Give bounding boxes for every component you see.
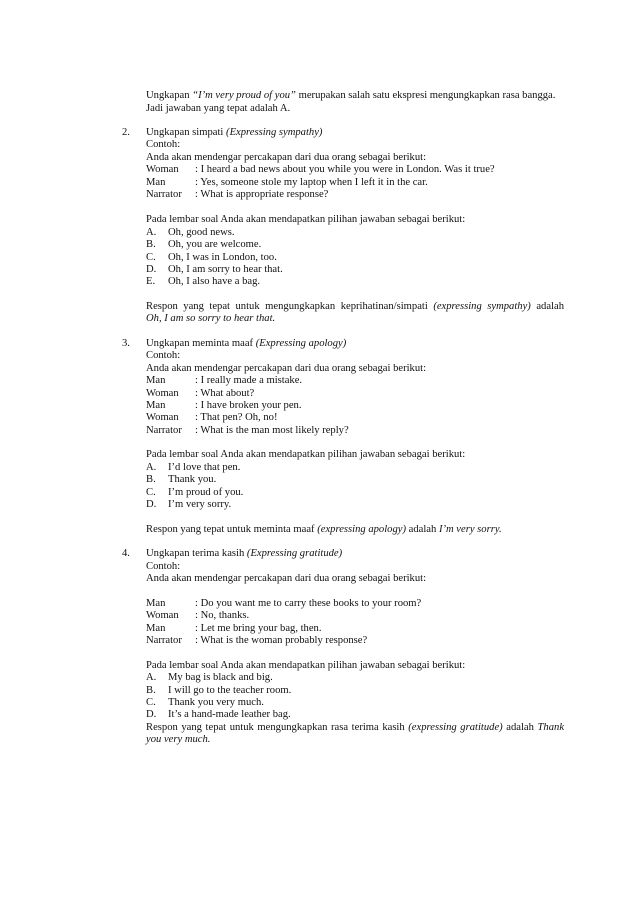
item2-contoh-label: Contoh: [146,139,181,150]
item2-intro: Anda akan mendengar percakapan dari dua orang sebagai berikut: [146,152,427,163]
item2-dialogue-line: Narrator : What is appropriate response? [146,189,329,200]
item3-option: A. I’d love that pen. [146,462,241,473]
item3-dialogue-line: Narrator : What is the man most likely reply? [146,425,349,436]
item1-explanation-line2: Jadi jawaban yang tepat adalah A. [146,103,291,114]
item3-heading: Ungkapan meminta maaf (Expressing apology) [146,338,347,349]
item4-contoh-label: Contoh: [146,561,181,572]
item4-option: C. Thank you very much. [146,697,264,708]
item4-answer-line1: Respon yang tepat untuk mengungkapkan rasa terima kasih (expressing gratitude) adalah Thank [146,722,565,733]
item2-dialogue-line: Man : Yes, someone stole my laptop when I left it in the car. [146,177,428,188]
item2-dialogue-line: Woman : I heard a bad news about you while you were in London. Was it true? [146,164,495,175]
item2-answer-line1: Respon yang tepat untuk mengungkapkan keprihatinan/simpati (expressing sympathy) adalah [146,301,564,312]
item2-option: C. Oh, I was in London, too. [146,252,277,263]
item4-number: 4. [122,548,130,559]
item3-dialogue-line: Woman : What about? [146,388,255,399]
item4-dialogue-line: Man : Do you want me to carry these books to your room? [146,598,422,609]
item2-heading: Ungkapan simpati (Expressing sympathy) [146,127,323,138]
item3-number: 3. [122,338,130,349]
item4-option: B. I will go to the teacher room. [146,685,292,696]
item4-dialogue-line: Woman : No, thanks. [146,610,250,621]
item4-dialogue-line: Man : Let me bring your bag, then. [146,623,322,634]
item4-option: D. It’s a hand-made leather bag. [146,709,291,720]
item4-heading: Ungkapan terima kasih (Expressing gratitude) [146,548,343,559]
item2-options-intro: Pada lembar soal Anda akan mendapatkan pilihan jawaban sebagai berikut: [146,214,466,225]
item3-dialogue-line: Man : I have broken your pen. [146,400,302,411]
item2-number: 2. [122,127,130,138]
item3-answer: Respon yang tepat untuk meminta maaf (expressing apology) adalah I’m very sorry. [146,524,502,535]
item2-option: B. Oh, you are welcome. [146,239,262,250]
item3-contoh-label: Contoh: [146,350,181,361]
item4-options-intro: Pada lembar soal Anda akan mendapatkan pilihan jawaban sebagai berikut: [146,660,466,671]
item2-answer-line2: Oh, I am so sorry to hear that. [146,313,276,324]
item4-dialogue-line: Narrator : What is the woman probably response? [146,635,368,646]
item2-option: A. Oh, good news. [146,227,235,238]
item4-answer-line2: you very much. [146,734,211,745]
item1-explanation-line1: Ungkapan “I’m very proud of you” merupakan salah satu ekspresi mengungkapkan rasa bangga. [146,90,556,101]
item2-option: E. Oh, I also have a bag. [146,276,261,287]
item4-option: A. My bag is black and big. [146,672,273,683]
item4-intro: Anda akan mendengar percakapan dari dua orang sebagai berikut: [146,573,427,584]
item3-option: B. Thank you. [146,474,217,485]
item3-options-intro: Pada lembar soal Anda akan mendapatkan pilihan jawaban sebagai berikut: [146,449,466,460]
item3-option: C. I’m proud of you. [146,487,244,498]
item3-intro: Anda akan mendengar percakapan dari dua orang sebagai berikut: [146,363,427,374]
item3-dialogue-line: Man : I really made a mistake. [146,375,303,386]
item3-dialogue-line: Woman : That pen? Oh, no! [146,412,278,423]
item2-option: D. Oh, I am sorry to hear that. [146,264,283,275]
item3-option: D. I’m very sorry. [146,499,232,510]
